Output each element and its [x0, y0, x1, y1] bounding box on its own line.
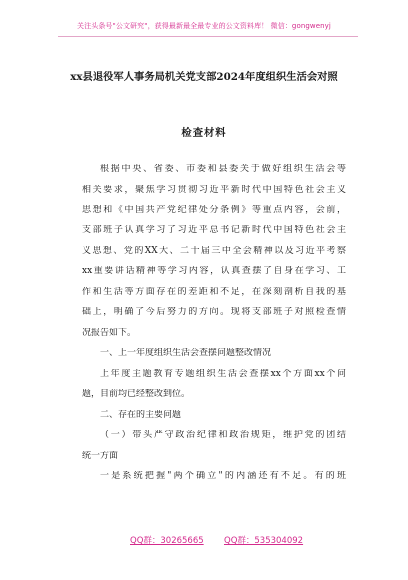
document-subtitle: 检查材料: [181, 127, 227, 139]
paragraph-line: 支部班子认真学习了习近平总书记新时代中国特色社会主: [82, 225, 346, 235]
subsection-heading: （一）带头严守政治纪律和政治规矩，维护党的团结: [100, 430, 346, 440]
paragraph-line: 况报告如下。: [82, 328, 137, 338]
qq-group-link[interactable]: QQ群：30265665: [130, 536, 204, 546]
document-title: xx县退役军人事务局机关党支部2024年度组织生活会对照: [70, 71, 338, 83]
header-divider: [58, 36, 358, 37]
paragraph-line: 义思想、党的XX大、二十届三中全会精神以及习近平考察: [82, 246, 346, 256]
paragraph-line: 相关要求，聚焦学习贯彻习近平新时代中国特色社会主义: [82, 185, 346, 195]
section-heading: 一、上一年度组织生活会查摆问题整改情况: [100, 348, 272, 358]
paragraph-line: 思想和《中国共产党纪律处分条例》等重点内容，会前，: [82, 205, 346, 215]
paragraph-line: xx重要讲话精神等学习内容，认真查摆了自身在学习、工: [82, 266, 346, 276]
paragraph-line: 作和生活等方面存在的差距和不足，在深刻剖析自我的基: [82, 287, 346, 297]
paragraph-line: 一是系统把握"两个确立"的内涵还有不足。有的班: [100, 471, 346, 481]
paragraph-line: 上年度主题教育专题组织生活会查摆xx个方面xx个问: [100, 369, 346, 379]
section-heading: 二、存在的主要问题: [100, 410, 182, 420]
header-promo-note: 关注头条号"公文研究"，获得最新最全最专业的公文资料库！ 微信：gongwenyj: [77, 22, 331, 30]
paragraph-line: 题，目前均已经整改到位。: [82, 389, 191, 399]
qq-group-link[interactable]: QQ群：535304092: [224, 536, 304, 546]
paragraph-line: 础上，明确了今后努力的方向。现将支部班子对照检查情: [82, 307, 346, 317]
paragraph-line: 根据中央、省委、市委和县委关于做好组织生活会等: [100, 164, 346, 174]
subsection-heading: 统一方面: [82, 451, 119, 461]
